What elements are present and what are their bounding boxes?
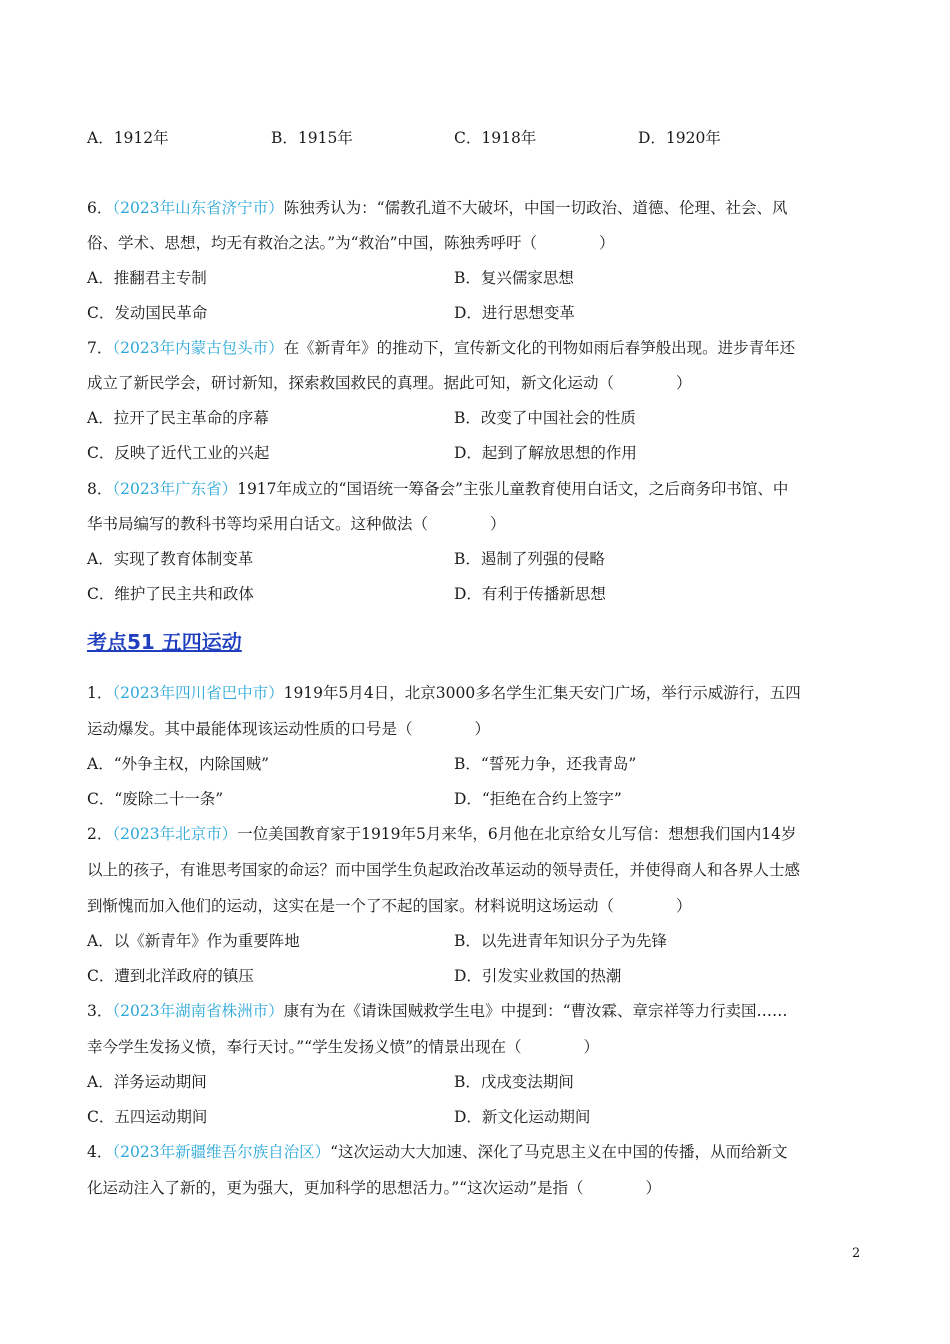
option-d: D．1920年 <box>638 129 721 147</box>
page-number: 2 <box>852 1246 861 1261</box>
question-7-options-row-1 <box>87 408 877 428</box>
question-text: 陈独秀认为：“儒教孔道不大破坏，中国一切政治、道德、伦理、社会、风 <box>283 199 788 217</box>
section-question-1-options-row-1 <box>87 754 877 774</box>
section-question-3-line-2: 幸今学生发扬义愤，奉行天讨。”“学生发扬义愤”的情景出现在（ ） <box>87 1038 600 1056</box>
option-b: B．戊戌变法期间 <box>454 1073 574 1091</box>
option-c: C．维护了民主共和政体 <box>87 585 254 603</box>
option-b: B．复兴儒家思想 <box>454 269 574 287</box>
question-text: “这次运动大大加速、深化了马克思主义在中国的传播，从而给新文 <box>330 1143 788 1161</box>
option-d: D．新文化运动期间 <box>454 1108 591 1126</box>
option-a: A．拉开了民主革命的序幕 <box>87 409 269 427</box>
question-8-options-row-1 <box>87 549 877 569</box>
question-source: （2023年四川省巴中市） <box>112 684 284 702</box>
section-question-2-options-row-2 <box>87 966 877 986</box>
section-question-3-options-row-1 <box>87 1072 877 1092</box>
question-number: 6． <box>87 199 113 217</box>
section-question-4-line-2: 化运动注入了新的，更为强大，更加科学的思想活力。”“这次运动”是指（ ） <box>87 1179 662 1197</box>
section-question-3-line-1 <box>87 1001 788 1021</box>
option-c: C．反映了近代工业的兴起 <box>87 444 270 462</box>
question-text: 在《新青年》的推动下，宣传新文化的刊物如雨后春笋般出现。进步青年还 <box>283 339 796 357</box>
question-6-line-2: 俗、学术、思想，均无有救治之法。”为“救治”中国，陈独秀呼吁（ ） <box>87 234 615 252</box>
question-text: 康有为在《请诛国贼救学生电》中提到：“曹汝霖、章宗祥等力行卖国…… <box>283 1002 788 1020</box>
question-source: （2023年北京市） <box>112 825 238 843</box>
option-a: A．“外争主权，内除国贼” <box>87 755 270 773</box>
option-d: D．“拒绝在合约上签字” <box>454 790 622 808</box>
section-heading: 考点51 五四运动 <box>87 630 242 654</box>
question-text: 1917年成立的“国语统一筹备会”主张儿童教育使用白话文，之后商务印书馆、中 <box>237 480 789 498</box>
option-c: C．五四运动期间 <box>87 1108 208 1126</box>
question-7-line-1 <box>87 338 795 358</box>
option-a: A．1912年 <box>87 129 169 147</box>
option-b: B．1915年 <box>271 129 353 147</box>
option-d: D．起到了解放思想的作用 <box>454 444 637 462</box>
option-a: A．以《新青年》作为重要阵地 <box>87 932 300 950</box>
question-number: 4． <box>87 1143 113 1161</box>
question-number: 2． <box>87 825 113 843</box>
question-7-line-2: 成立了新民学会，研讨新知，探索救国救民的真理。据此可知，新文化运动（ ） <box>87 374 692 392</box>
option-b: B．以先进青年知识分子为先锋 <box>454 932 667 950</box>
option-c: C．“废除二十一条” <box>87 790 224 808</box>
option-a: A．推翻君主专制 <box>87 269 207 287</box>
section-question-2-line-3: 到惭愧而加入他们的运动，这实在是一个了不起的国家。材料说明这场运动（ ） <box>87 897 692 915</box>
question-number: 8． <box>87 480 113 498</box>
question-source: （2023年湖南省株洲市） <box>112 1002 284 1020</box>
section-question-1-line-1 <box>87 683 801 703</box>
question-source: （2023年新疆维吾尔族自治区） <box>112 1143 331 1161</box>
question-8-line-1 <box>87 479 788 499</box>
question-source: （2023年内蒙古包头市） <box>112 339 284 357</box>
question-number: 3． <box>87 1002 113 1020</box>
section-question-2-line-1 <box>87 824 796 844</box>
section-question-1-options-row-2 <box>87 789 877 809</box>
option-d: D．引发实业救国的热潮 <box>454 967 622 985</box>
option-d: D．进行思想变革 <box>454 304 575 322</box>
section-question-3-options-row-2 <box>87 1107 877 1127</box>
question-5-options <box>87 128 877 148</box>
option-d: D．有利于传播新思想 <box>454 585 606 603</box>
question-6-line-1 <box>87 198 788 218</box>
question-text: 1919年5月4日，北京3000多名学生汇集天安门广场，举行示威游行，五四 <box>283 684 801 702</box>
option-c: C．遭到北洋政府的镇压 <box>87 967 254 985</box>
question-text: 一位美国教育家于1919年5月来华，6月他在北京给女儿写信：想想我们国内14岁 <box>237 825 797 843</box>
question-6-options-row-2 <box>87 303 877 323</box>
option-c: C．发动国民革命 <box>87 304 208 322</box>
question-7-options-row-2 <box>87 443 877 463</box>
question-8-options-row-2 <box>87 584 877 604</box>
option-b: B．“誓死力争，还我青岛” <box>454 755 637 773</box>
question-6-options-row-1 <box>87 268 877 288</box>
section-question-1-line-2: 运动爆发。其中最能体现该运动性质的口号是（ ） <box>87 720 491 738</box>
section-question-2-options-row-1 <box>87 931 877 951</box>
option-b: B．遏制了列强的侵略 <box>454 550 605 568</box>
option-b: B．改变了中国社会的性质 <box>454 409 636 427</box>
question-source: （2023年山东省济宁市） <box>112 199 284 217</box>
section-question-4-line-1 <box>87 1142 788 1162</box>
question-source: （2023年广东省） <box>112 480 238 498</box>
question-number: 1． <box>87 684 113 702</box>
option-a: A．实现了教育体制变革 <box>87 550 254 568</box>
option-a: A．洋务运动期间 <box>87 1073 207 1091</box>
section-question-2-line-2: 以上的孩子，有谁思考国家的命运？而中国学生负起政治改革运动的领导责任，并使得商人和各界人士感 <box>87 861 801 879</box>
question-number: 7． <box>87 339 113 357</box>
question-8-line-2: 华书局编写的教科书等均采用白话文。这种做法（ ） <box>87 515 506 533</box>
option-c: C．1918年 <box>454 129 537 147</box>
